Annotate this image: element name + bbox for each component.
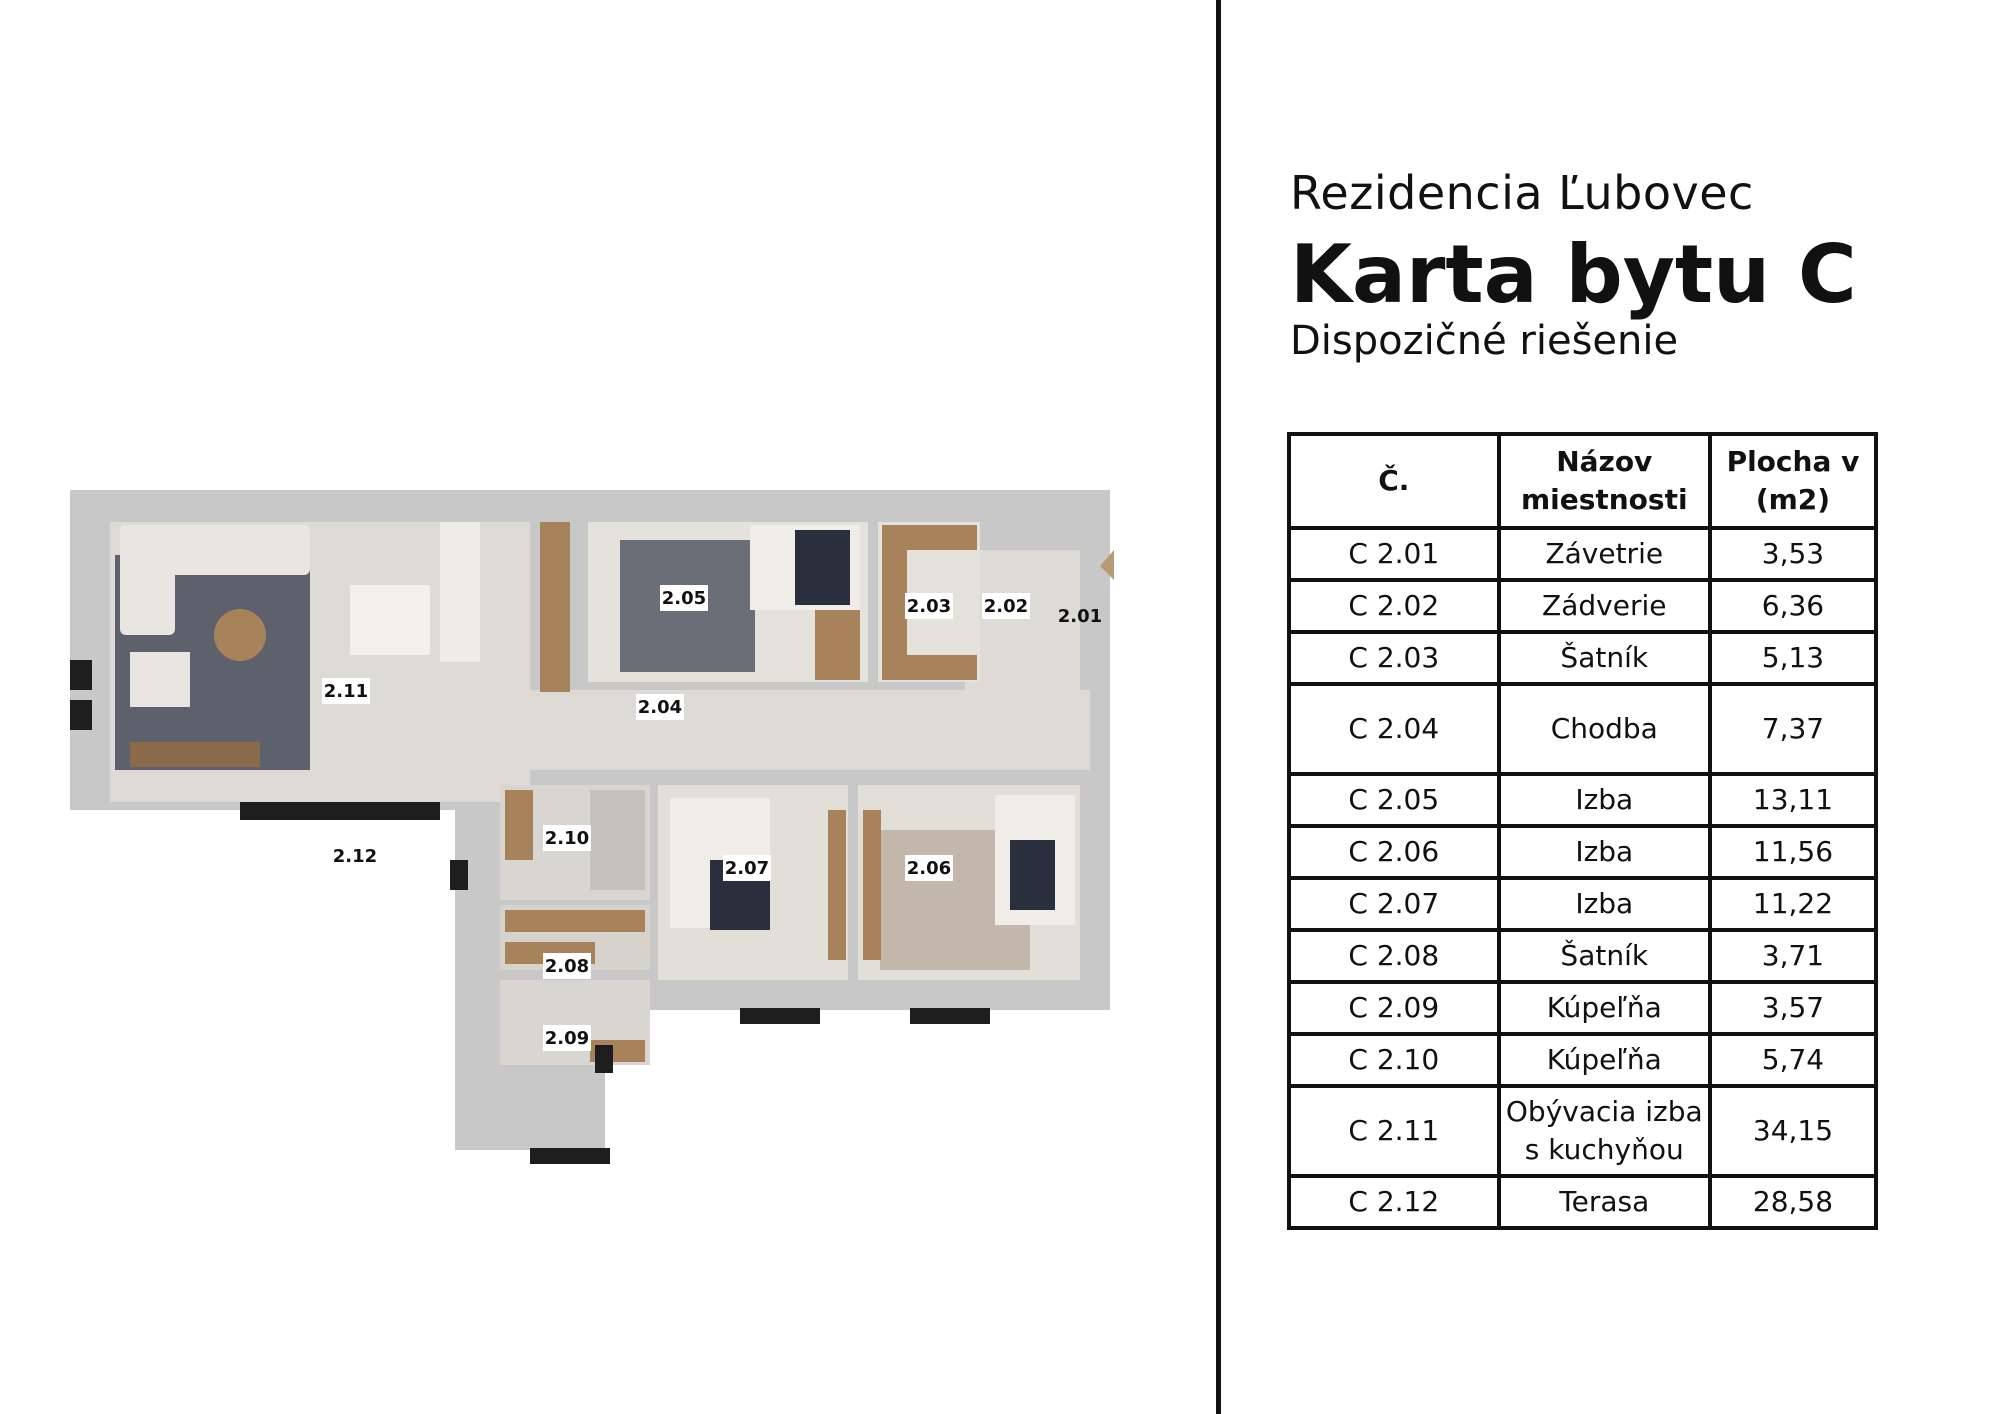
- room-area: 7,37: [1710, 684, 1876, 774]
- label-207: 2.07: [724, 858, 770, 879]
- room-number: C 2.07: [1289, 878, 1499, 930]
- window-left-b: [70, 700, 92, 730]
- room-number: C 2.06: [1289, 826, 1499, 878]
- coffee-table: [214, 609, 266, 661]
- room-number: C 2.02: [1289, 580, 1499, 632]
- page-subtitle: Dispozičné riešenie: [1290, 318, 1679, 364]
- dining-table: [350, 585, 430, 655]
- room-name: Obývacia izba s kuchyňou: [1499, 1086, 1710, 1176]
- room-area: 3,71: [1710, 930, 1876, 982]
- label-209: 2.09: [544, 1028, 590, 1049]
- ottoman: [130, 652, 190, 707]
- blanket-205: [795, 530, 850, 605]
- room-number: C 2.03: [1289, 632, 1499, 684]
- room-name: Zádverie: [1499, 580, 1710, 632]
- room-name: Izba: [1499, 774, 1710, 826]
- table-row: [1289, 632, 1876, 684]
- column-header-number: Č.: [1289, 434, 1499, 528]
- window-206: [910, 1008, 990, 1024]
- table-row: [1289, 930, 1876, 982]
- table-row: [1289, 1086, 1876, 1176]
- room-name: Terasa: [1499, 1176, 1710, 1228]
- label-203: 2.03: [906, 596, 952, 617]
- wardrobe-205: [815, 610, 860, 680]
- room-number: C 2.04: [1289, 684, 1499, 774]
- label-211: 2.11: [323, 681, 369, 702]
- table-row: [1289, 878, 1876, 930]
- room-name: Izba: [1499, 878, 1710, 930]
- floor-plan: [70, 480, 1120, 1190]
- window-left-a: [70, 660, 92, 690]
- shower-210: [590, 790, 645, 890]
- table-row: [1289, 528, 1876, 580]
- table-row: [1289, 982, 1876, 1034]
- room-area: 28,58: [1710, 1176, 1876, 1228]
- sofa-chaise: [120, 525, 175, 635]
- rooms-table: [1287, 432, 1878, 1230]
- label-212: 2.12: [332, 846, 378, 867]
- window-bath-side: [450, 860, 468, 890]
- label-201: 2.01: [1057, 606, 1103, 627]
- wardrobe-203a: [882, 525, 977, 550]
- table-header-row: [1289, 434, 1876, 528]
- room-area: 3,57: [1710, 982, 1876, 1034]
- room-number: C 2.12: [1289, 1176, 1499, 1228]
- window-207: [740, 1008, 820, 1024]
- label-206: 2.06: [906, 858, 952, 879]
- table-row: [1289, 774, 1876, 826]
- label-205: 2.05: [661, 588, 707, 609]
- label-210: 2.10: [544, 828, 590, 849]
- kitchen-counter: [540, 522, 570, 692]
- room-number: C 2.08: [1289, 930, 1499, 982]
- room-area: 5,74: [1710, 1034, 1876, 1086]
- room-name: Šatník: [1499, 930, 1710, 982]
- room-area: 3,53: [1710, 528, 1876, 580]
- blanket-206: [1010, 840, 1055, 910]
- room-area: 13,11: [1710, 774, 1876, 826]
- tv-bench: [130, 742, 260, 767]
- room-name: Kúpeľňa: [1499, 982, 1710, 1034]
- window-terrace: [240, 802, 440, 820]
- room-name: Šatník: [1499, 632, 1710, 684]
- room-number: C 2.05: [1289, 774, 1499, 826]
- wardrobe-203c: [882, 550, 907, 655]
- column-header-area: Plocha v (m2): [1710, 434, 1876, 528]
- label-202: 2.02: [983, 596, 1029, 617]
- room-number: C 2.01: [1289, 528, 1499, 580]
- column-header-name: Názov miestnosti: [1499, 434, 1710, 528]
- room-name: Závetrie: [1499, 528, 1710, 580]
- page-title: Karta bytu C: [1290, 228, 1857, 321]
- room-number: C 2.10: [1289, 1034, 1499, 1086]
- window-209-side: [595, 1045, 613, 1073]
- desk-206: [863, 810, 881, 960]
- table-row: [1289, 1176, 1876, 1228]
- label-204: 2.04: [637, 697, 683, 718]
- room-area: 11,22: [1710, 878, 1876, 930]
- vanity-210: [505, 790, 533, 860]
- room-name: Izba: [1499, 826, 1710, 878]
- table-row: [1289, 826, 1876, 878]
- label-208: 2.08: [544, 956, 590, 977]
- room-area: 6,36: [1710, 580, 1876, 632]
- room-area: 11,56: [1710, 826, 1876, 878]
- room-name: Chodba: [1499, 684, 1710, 774]
- project-name: Rezidencia Ľubovec: [1290, 166, 1754, 220]
- vertical-divider: [1216, 0, 1221, 1414]
- room-area: 34,15: [1710, 1086, 1876, 1176]
- window-209: [530, 1148, 610, 1164]
- table-row: [1289, 684, 1876, 774]
- table-row: [1289, 580, 1876, 632]
- table-row: [1289, 1034, 1876, 1086]
- desk-207: [828, 810, 846, 960]
- room-number: C 2.09: [1289, 982, 1499, 1034]
- room-name: Kúpeľňa: [1499, 1034, 1710, 1086]
- room-area: 5,13: [1710, 632, 1876, 684]
- room-number: C 2.11: [1289, 1086, 1499, 1176]
- floor-hall: [530, 690, 1090, 770]
- kitchen-island: [440, 522, 480, 662]
- wardrobe-203b: [882, 655, 977, 680]
- wardrobe-208a: [505, 910, 645, 932]
